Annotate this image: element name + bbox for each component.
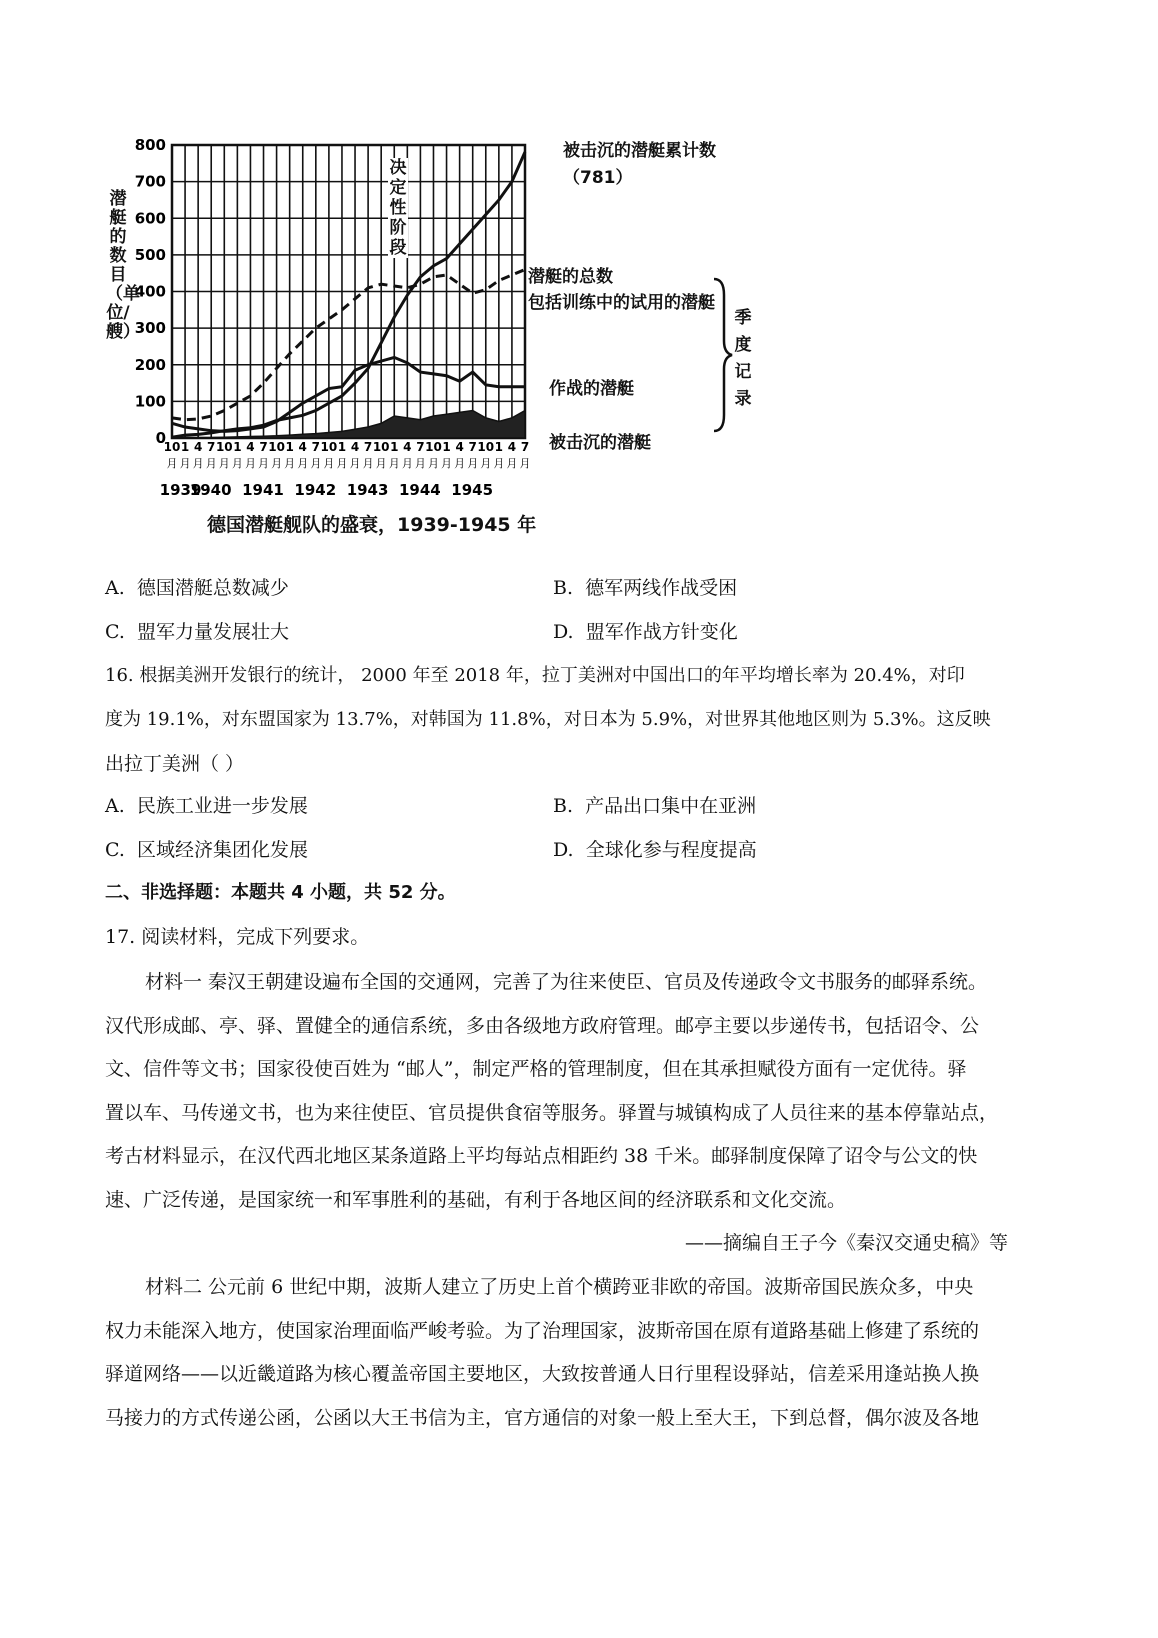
x-tick-suffix: 月 xyxy=(271,457,283,470)
x-tick-label: 7 xyxy=(259,440,268,454)
x-tick-suffix: 月 xyxy=(362,457,374,470)
x-tick-suffix: 月 xyxy=(323,457,335,470)
q16-option-d[interactable] xyxy=(553,835,757,862)
x-tick-label: 1 xyxy=(390,440,399,454)
y-tick-label: 300 xyxy=(134,319,166,338)
q16-option-c[interactable] xyxy=(105,835,308,862)
material2-line-4: 马接力的方式传递公函，公函以大王书信为主，官方通信的对象一般上至大王，下到总督，偶尔波及各地 xyxy=(105,1407,980,1429)
x-tick-suffix: 月 xyxy=(349,457,361,470)
x-year-label: 1945 xyxy=(451,481,494,499)
x-year-label: 1944 xyxy=(398,481,441,499)
x-tick-suffix: 月 xyxy=(244,457,256,470)
material1-line-6: 速、广泛传递，是国家统一和军事胜利的基础，有利于各地区间的经济联系和文化交流。 xyxy=(105,1189,847,1211)
y-tick-label: 100 xyxy=(134,392,166,411)
x-tick-suffix: 月 xyxy=(506,457,518,470)
chart-grid xyxy=(172,145,525,438)
label-operational-subs: 作战的潜艇 xyxy=(549,379,634,399)
x-tick-label: 4 xyxy=(193,440,203,454)
decisive-stage-annotation: 决定性阶段 xyxy=(389,158,407,258)
quarterly-record-label: 季度记录 xyxy=(734,308,752,409)
x-tick-suffix: 月 xyxy=(519,457,531,470)
option-letter: A. xyxy=(105,577,125,599)
x-tick-label: 4 xyxy=(246,440,255,454)
y-tick-label: 400 xyxy=(134,282,166,301)
section-heading: 二、非选择题：本题共 4 小题，共 52 分。 xyxy=(105,882,456,903)
material1-source: ——摘编自王子今《秦汉交通史稿》等 xyxy=(684,1232,1008,1254)
x-tick-suffix: 月 xyxy=(205,457,217,470)
option-letter: A. xyxy=(105,795,125,817)
x-tick-suffix: 月 xyxy=(388,457,400,470)
x-tick-label: 4 xyxy=(507,440,517,454)
option-text: 产品出口集中在亚洲 xyxy=(585,795,757,817)
material1-line-5: 考古材料显示，在汉代西北地区某条道路上平均每站点相距约 38 千米。邮驿制度保障了诏令与公文的快 xyxy=(105,1145,978,1167)
x-tick-label: 10 xyxy=(215,440,233,454)
material1-line-4: 置以车、马传递文书，也为来往使臣、官员提供食宿等服务。驿置与城镇构成了人员往来的基本停靠站点， xyxy=(105,1102,999,1124)
q17-intro: 17. 阅读材料，完成下列要求。 xyxy=(105,926,370,948)
x-tick-label: 4 xyxy=(455,440,464,454)
x-tick-label: 10 xyxy=(372,440,390,454)
x-tick-suffix: 月 xyxy=(427,457,439,470)
x-tick-label: 10 xyxy=(268,440,285,454)
label-total-subs: 潜艇的总数 xyxy=(528,267,613,287)
x-year-label: 1941 xyxy=(242,481,284,499)
y-tick-label: 0 xyxy=(155,429,166,447)
x-tick-label: 7 xyxy=(311,440,320,454)
material2-line-3: 驿道网络——以近畿道路为核心覆盖帝国主要地区，大致按普通人日行里程设驿站，信差采用逢站换人换 xyxy=(105,1363,980,1385)
x-tick-suffix: 月 xyxy=(297,457,309,470)
x-tick-suffix: 月 xyxy=(192,457,204,470)
x-tick-label: 1 xyxy=(494,440,504,454)
y-tick-label: 500 xyxy=(134,245,166,264)
y-tick-label: 600 xyxy=(134,209,166,228)
x-tick-suffix: 月 xyxy=(258,457,270,470)
x-tick-label: 1 xyxy=(180,440,190,454)
x-tick-label: 7 xyxy=(207,440,216,454)
q16-line-2: 度为 19.1%，对东盟国家为 13.7%，对韩国为 11.8%，对日本为 5.9%，对世界其他地区则为 5.3%。这反映 xyxy=(105,709,991,730)
option-letter: B. xyxy=(553,795,574,817)
x-tick-label: 1 xyxy=(442,440,451,454)
x-tick-suffix: 月 xyxy=(493,457,505,470)
x-year-label: 1943 xyxy=(346,481,389,499)
q16-line-3: 出拉丁美洲（ ） xyxy=(105,753,245,775)
option-letter: B. xyxy=(553,577,574,599)
x-tick-suffix: 月 xyxy=(284,457,296,470)
x-tick-label: 7 xyxy=(416,440,425,454)
label-sunk-subs: 被击沉的潜艇 xyxy=(549,433,651,453)
y-axis-label: 潜艇的数目（单位/艘） xyxy=(106,189,140,342)
option-text: 盟军力量发展壮大 xyxy=(137,621,290,643)
x-tick-label: 10 xyxy=(320,440,338,454)
x-tick-suffix: 月 xyxy=(166,457,178,470)
x-tick-suffix: 月 xyxy=(467,457,479,470)
q15-option-c[interactable] xyxy=(105,617,289,644)
x-year-label: 1939 xyxy=(159,481,202,499)
option-letter: C. xyxy=(105,839,125,861)
x-tick-suffix: 月 xyxy=(414,457,426,470)
x-tick-suffix: 月 xyxy=(218,457,230,470)
x-tick-label: 1 xyxy=(337,440,347,454)
option-letter: D. xyxy=(553,839,574,861)
x-tick-label: 10 xyxy=(163,440,181,454)
x-tick-suffix: 月 xyxy=(179,457,191,470)
x-year-label: 1942 xyxy=(294,481,337,499)
y-tick-label: 700 xyxy=(134,172,166,191)
label-including-training: 包括训练中的试用的潜艇 xyxy=(528,293,715,313)
option-text: 区域经济集团化发展 xyxy=(137,839,309,861)
x-tick-label: 4 xyxy=(298,440,307,454)
x-tick-suffix: 月 xyxy=(231,457,243,470)
option-text: 盟军作战方针变化 xyxy=(585,621,738,643)
option-text: 德国潜艇总数减少 xyxy=(136,577,289,599)
x-tick-label: 4 xyxy=(350,440,360,454)
q15-option-d[interactable] xyxy=(553,617,738,644)
q16-option-a[interactable] xyxy=(105,791,308,818)
x-year-label: 1940 xyxy=(189,481,232,499)
material2-line-2: 权力未能深入地方，使国家治理面临严峻考验。为了治理国家，波斯帝国在原有道路基础上修建了系统的 xyxy=(105,1320,980,1342)
x-tick-suffix: 月 xyxy=(454,457,466,470)
x-tick-label: 1 xyxy=(233,440,242,454)
x-tick-label: 10 xyxy=(477,440,495,454)
q15-option-b[interactable] xyxy=(553,573,737,600)
x-tick-suffix: 月 xyxy=(336,457,348,470)
x-tick-suffix: 月 xyxy=(310,457,322,470)
option-letter: D. xyxy=(553,621,574,643)
x-tick-label: 10 xyxy=(425,440,442,454)
x-tick-label: 7 xyxy=(363,440,373,454)
x-tick-label: 7 xyxy=(520,440,530,454)
x-ticks xyxy=(160,440,531,499)
x-tick-label: 7 xyxy=(468,440,477,454)
x-tick-label: 4 xyxy=(403,440,412,454)
q16-option-b[interactable] xyxy=(553,791,756,818)
y-tick-label: 800 xyxy=(134,136,166,154)
material1-line-2: 汉代形成邮、亭、驿、置健全的通信系统，多由各级地方政府管理。邮亭主要以步递传书，包括诏令、公 xyxy=(105,1015,980,1037)
option-text: 全球化参与程度提高 xyxy=(585,839,757,861)
material1-line-3: 文、信件等文书；国家役使百姓为 “邮人”，制定严格的管理制度，但在其承担赋役方面有一定优待。驿 xyxy=(105,1058,967,1080)
option-text: 民族工业进一步发展 xyxy=(136,795,308,817)
x-tick-label: 1 xyxy=(285,440,294,454)
chart-title: 德国潜艇舰队的盛衰，1939-1945 年 xyxy=(207,514,537,536)
x-tick-suffix: 月 xyxy=(401,457,413,470)
material1-line-1: 材料一 秦汉王朝建设遍布全国的交通网，完善了为往来使臣、官员及传递政令文书服务的邮驿系统。 xyxy=(145,971,988,993)
x-tick-suffix: 月 xyxy=(441,457,453,470)
q16-line-1: 16. 根据美洲开发银行的统计， 2000 年至 2018 年，拉丁美洲对中国出口的年平均增长率为 20.4%，对印 xyxy=(105,665,965,686)
x-tick-suffix: 月 xyxy=(480,457,492,470)
x-tick-suffix: 月 xyxy=(375,457,387,470)
q15-option-a[interactable] xyxy=(105,573,289,600)
option-text: 德军两线作战受困 xyxy=(585,577,738,599)
y-tick-label: 200 xyxy=(134,355,166,374)
label-sunk-cumulative: 被击沉的潜艇累计数（781） xyxy=(563,141,716,188)
material2-line-1: 材料二 公元前 6 世纪中期，波斯人建立了历史上首个横跨亚非欧的帝国。波斯帝国民族众多，中央 xyxy=(145,1276,974,1298)
option-letter: C. xyxy=(105,621,125,643)
